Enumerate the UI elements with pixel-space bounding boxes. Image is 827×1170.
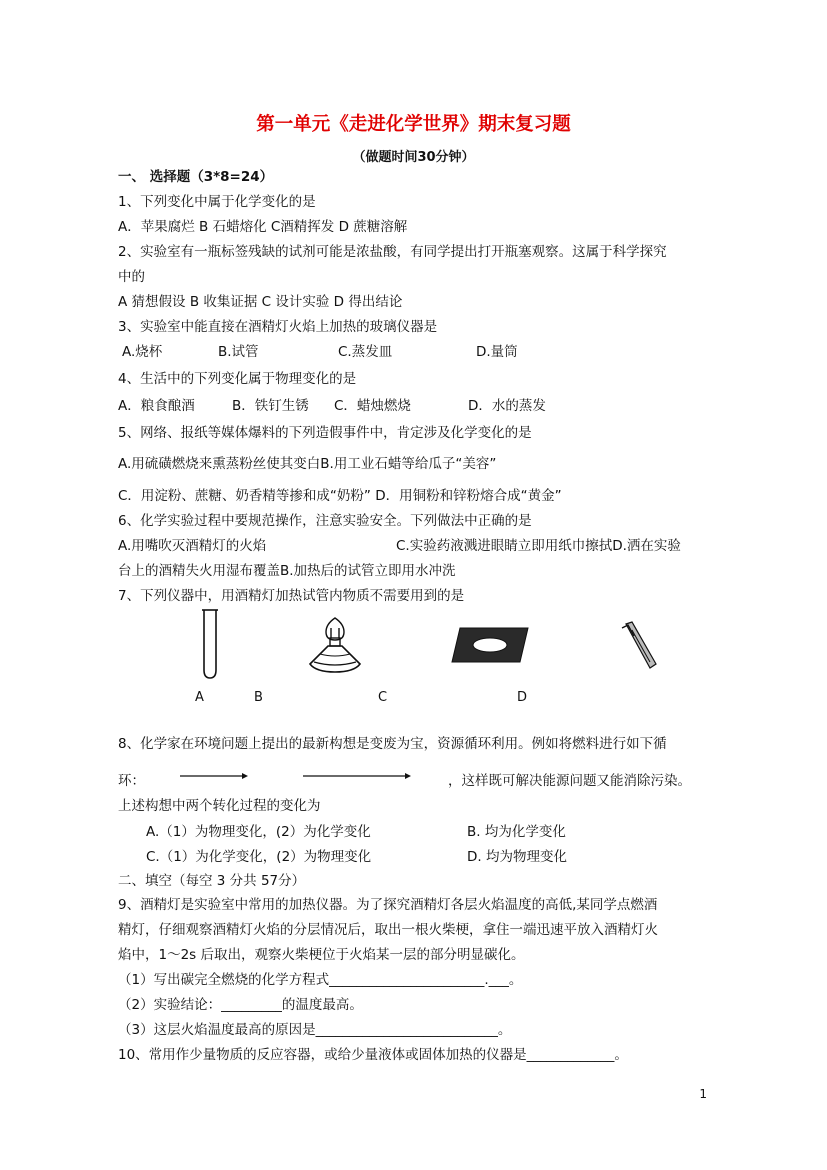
q5-options-ab: A.用硫磺燃烧来熏蒸粉丝使其变白B.用工业石蜡等给瓜子“美容” <box>118 456 497 472</box>
q4-option-d: D．水的蒸发 <box>468 398 546 414</box>
q9-part3: （3）这层火焰温度最高的原因是___________________________。 <box>118 1022 512 1038</box>
q3-stem: 3、实验室中能直接在酒精灯火焰上加热的玻璃仪器是 <box>118 319 438 335</box>
q6-option-a: A.用嘴吹灭酒精灯的火焰 <box>118 538 267 554</box>
section-heading-choice: 一、 选择题（3*8=24） <box>118 169 274 185</box>
q2-stem: 2、实验室有一瓶标签残缺的试剂可能是浓盐酸，有同学提出打开瓶塞观察。这属于科学探究 <box>118 244 667 260</box>
q8-option-c: C.（1）为化学变化，(2）为物理变化 <box>146 849 372 865</box>
q5-options-cd: C．用淀粉、蔗糖、奶香精等掺和成“奶粉” D．用铜粉和锌粉熔合成“黄金” <box>118 488 562 504</box>
q2-options: A 猜想假设 B 收集证据 C 设计实验 D 得出结论 <box>118 294 403 310</box>
q3-option-d: D.量筒 <box>476 344 518 360</box>
q3-option-c: C.蒸发皿 <box>338 344 393 360</box>
q4-option-b: B．铁钉生锈 <box>232 398 309 414</box>
q9-line1: 9、酒精灯是实验室中常用的加热仪器。为了探究酒精灯各层火焰温度的高低,某同学点燃酒 <box>118 897 658 913</box>
q8-option-d: D. 均为物理变化 <box>467 849 567 865</box>
q1-stem: 1、下列变化中属于化学变化的是 <box>118 194 316 210</box>
cycle-arrow-2 <box>303 771 411 781</box>
q3-option-b: B.试管 <box>218 344 259 360</box>
wire-gauze-figure <box>450 626 530 664</box>
q8-stem: 8、化学家在环境问题上提出的最新构想是变废为宝，资源循环利用。例如将燃料进行如下循 <box>118 736 667 752</box>
q9-part2: （2）实验结论：_________的温度最高。 <box>118 997 363 1013</box>
q6-options-line2: 台上的酒精失火用湿布覆盖B.加热后的试管立即用水冲洗 <box>118 563 456 579</box>
q7-label-d: D <box>517 690 528 705</box>
q6-option-cd: C.实验药液溅进眼睛立即用纸巾擦拭D.洒在实验 <box>396 538 681 554</box>
q7-label-b: B <box>254 690 263 705</box>
q7-label-a: A <box>195 690 204 705</box>
q8-stem3: 上述构想中两个转化过程的变化为 <box>118 798 321 814</box>
q6-stem: 6、化学实验过程中要规范操作，注意实验安全。下列做法中正确的是 <box>118 513 532 529</box>
q4-option-a: A．粮食酿酒 <box>118 398 195 414</box>
q1-options: A．苹果腐烂 B 石蜡熔化 C酒精挥发 D 蔗糖溶解 <box>118 219 408 235</box>
q8-stem-cont: ，这样既可解决能源问题又能消除污染。 <box>448 773 691 789</box>
q10-stem: 10、常用作少量物质的反应容器，或给少量液体或固体加热的仪器是_____________。 <box>118 1047 628 1063</box>
q3-option-a: A.烧杯 <box>122 344 163 360</box>
q8-option-a: A.（1）为物理变化，(2）为化学变化 <box>146 824 371 840</box>
cycle-arrow-1 <box>180 771 248 781</box>
q9-line2: 精灯，仔细观察酒精灯火焰的分层情况后，取出一根火柴梗，拿住一端迅速平放入酒精灯火 <box>118 922 658 938</box>
test-tube-figure <box>200 608 220 680</box>
q9-line3: 焰中，1～2s 后取出，观察火柴梗位于火焰某一层的部分明显碳化。 <box>118 947 525 963</box>
alcohol-lamp-figure <box>304 614 366 676</box>
q7-label-c: C <box>378 690 388 705</box>
q7-stem: 7、下列仪器中，用酒精灯加热试管内物质不需要用到的是 <box>118 588 465 604</box>
q8-cycle-label: 环： <box>118 773 145 789</box>
document-subtitle: （做题时间30分钟） <box>352 150 475 165</box>
q9-part1: （1）写出碳完全燃烧的化学方程式_______________________.___。 <box>118 972 523 988</box>
q2-stem-cont: 中的 <box>118 269 145 285</box>
q8-option-b: B. 均为化学变化 <box>467 824 566 840</box>
q4-option-c: C．蜡烛燃烧 <box>334 398 411 414</box>
test-tube-holder-figure <box>620 620 660 670</box>
document-title: 第一单元《走进化学世界》期末复习题 <box>256 114 571 135</box>
q5-stem: 5、网络、报纸等媒体爆料的下列造假事件中，肯定涉及化学变化的是 <box>118 425 532 441</box>
section-heading-fill: 二、填空（每空 3 分共 57分） <box>118 873 306 889</box>
q4-stem: 4、生活中的下列变化属于物理变化的是 <box>118 371 357 387</box>
page-number: 1 <box>699 1087 707 1101</box>
